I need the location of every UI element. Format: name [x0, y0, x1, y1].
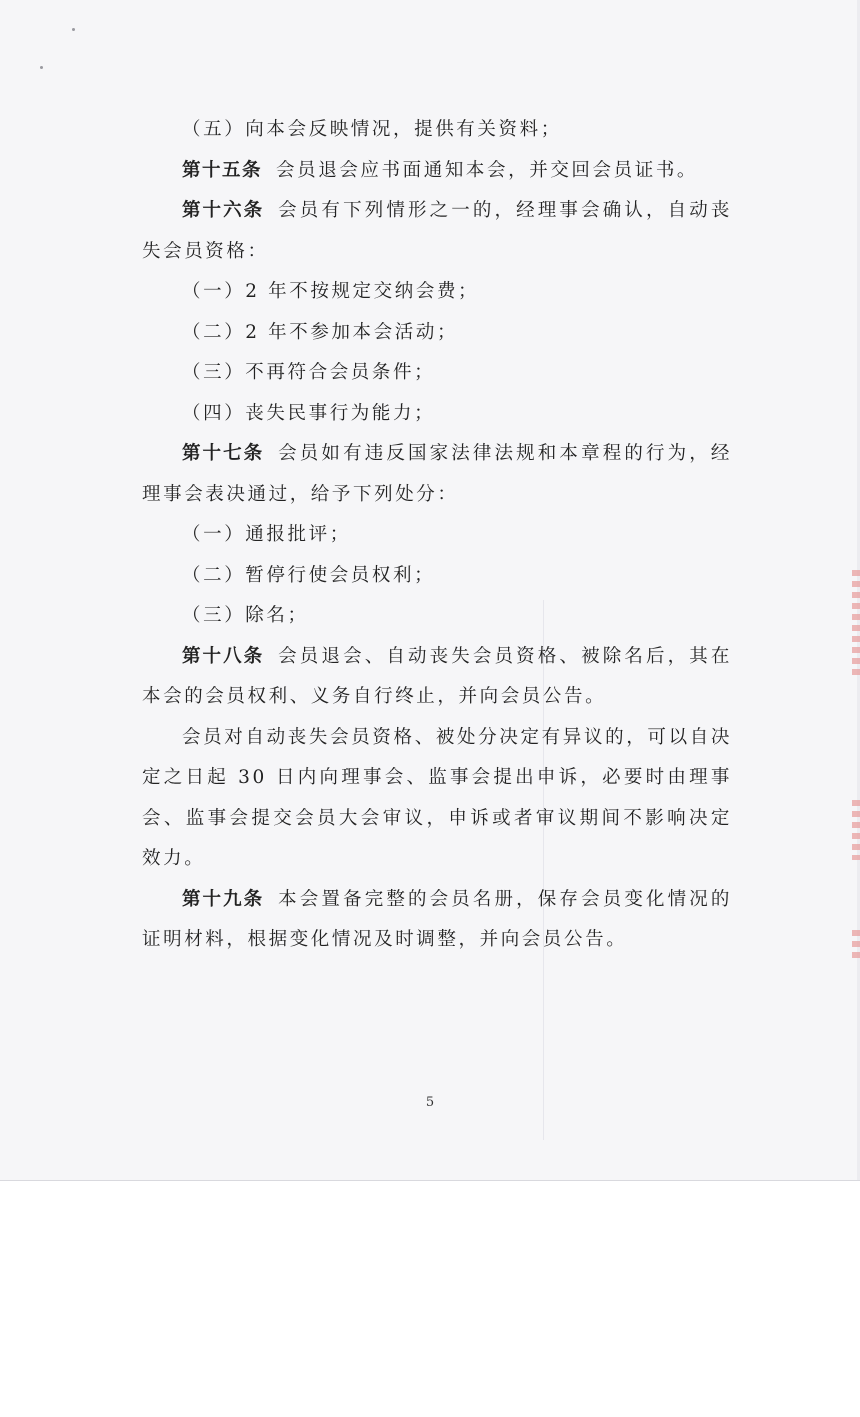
seal-edge-mark: [852, 570, 860, 680]
article-paragraph: 第十九条 本会置备完整的会员名册，保存会员变化情况的证明材料，根据变化情况及时调整，并向会员公告。: [142, 888, 732, 950]
article-title: 第十六条: [182, 200, 265, 221]
scan-speck: [40, 66, 43, 69]
list-item: （五）向本会反映情况，提供有关资料；: [182, 119, 562, 140]
list-item: （二）2 年不参加本会活动；: [182, 321, 459, 343]
article-title: 第十九条: [182, 888, 265, 910]
list-item: （二）暂停行使会员权利；: [182, 564, 436, 586]
article-paragraph: 第十六条 会员有下列情形之一的，经理事会确认，自动丧失会员资格：: [142, 200, 732, 262]
seal-edge-mark: [852, 930, 860, 960]
article-paragraph: 第十七条 会员如有违反国家法律法规和本章程的行为，经理事会表决通过，给予下列处分：: [142, 443, 732, 505]
article-title: 第十七条: [182, 443, 265, 464]
list-item: （三）除名；: [182, 605, 309, 626]
list-item: （一）2 年不按规定交纳会费；: [182, 281, 480, 302]
seal-edge-mark: [852, 800, 860, 860]
article-title: 第十五条: [182, 159, 263, 181]
list-item: （一）通报批评；: [182, 524, 351, 545]
body-paragraph: 会员对自动丧失会员资格、被处分决定有异议的，可以自决定之日起 30 日内向理事会、监事会提出申诉，必要时由理事会、监事会提交会员大会审议，申诉或者审议期间不影响决定效力。: [142, 726, 732, 869]
list-item: （三）不再符合会员条件；: [182, 362, 436, 383]
article-title: 第十八条: [182, 645, 265, 667]
scan-speck: [72, 28, 75, 31]
article-paragraph: 第十五条 会员退会应书面通知本会，并交回会员证书。: [182, 159, 699, 181]
page-number: 5: [425, 1095, 435, 1110]
article-paragraph: 第十八条 会员退会、自动丧失会员资格、被除名后，其在本会的会员权利、义务自行终止，并向会员公告。: [142, 645, 732, 707]
body-text: [142, 110, 732, 961]
list-item: （四）丧失民事行为能力；: [182, 402, 436, 424]
